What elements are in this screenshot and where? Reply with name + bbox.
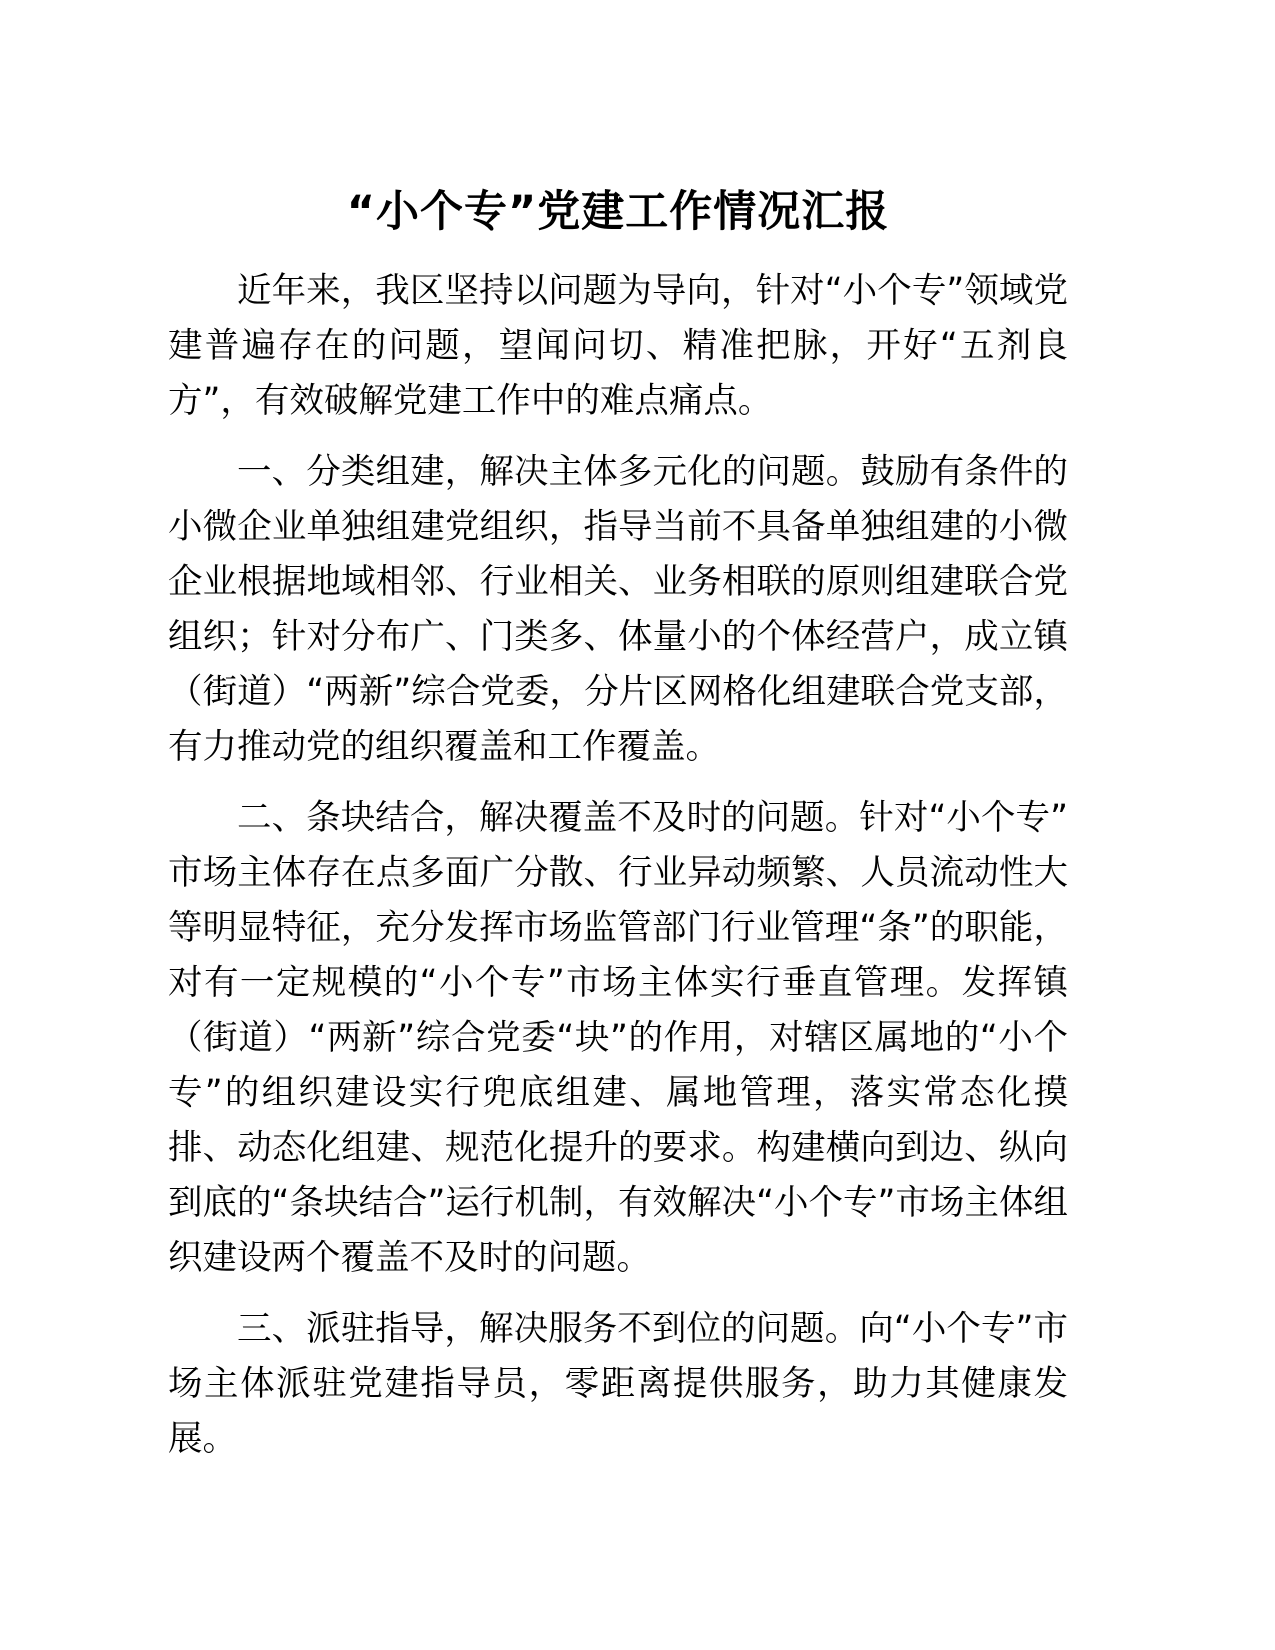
paragraph-section-three: 三、派驻指导，解决服务不到位的问题。向“小个专”市场主体派驻党建指导员，零距离提供服务，助力其健康发展。 [168,1308,1068,1459]
paragraph-section-two: 二、条块结合，解决覆盖不及时的问题。针对“小个专”市场主体存在点多面广分散、行业异动频繁、人员流动性大等明显特征，充分发挥市场监管部门行业管理“条”的职能，对有一定规模的“小个专”市场主体实行垂直管理。发挥镇（街道）“两新”综合党委“块”的作用，对辖区属地的“小个专”的组织建设实行兜底组建、属地管理，落实常态化摸排、动态化组建、规范化提升的要求。构建横向到边、纵向到底的“条块结合”运行机制，有效解决“小个专”市场主体组织建设两个覆盖不及时的问题。 [168,797,1068,1278]
paragraph-section-one: 一、分类组建，解决主体多元化的问题。鼓励有条件的小微企业单独组建党组织，指导当前不具备单独组建的小微企业根据地域相邻、行业相关、业务相联的原则组建联合党组织；针对分布广、门类多、体量小的个体经营户，成立镇（街道）“两新”综合党委，分片区网格化组建联合党支部，有力推动党的组织覆盖和工作覆盖。 [168,451,1068,767]
paragraph-intro: 近年来，我区坚持以问题为导向，针对“小个专”领域党建普遍存在的问题，望闻问切、精准把脉，开好“五剂良方”，有效破解党建工作中的难点痛点。 [168,270,1068,421]
document-body [168,186,1068,1467]
document-title: “小个专”党建工作情况汇报 [346,187,890,237]
